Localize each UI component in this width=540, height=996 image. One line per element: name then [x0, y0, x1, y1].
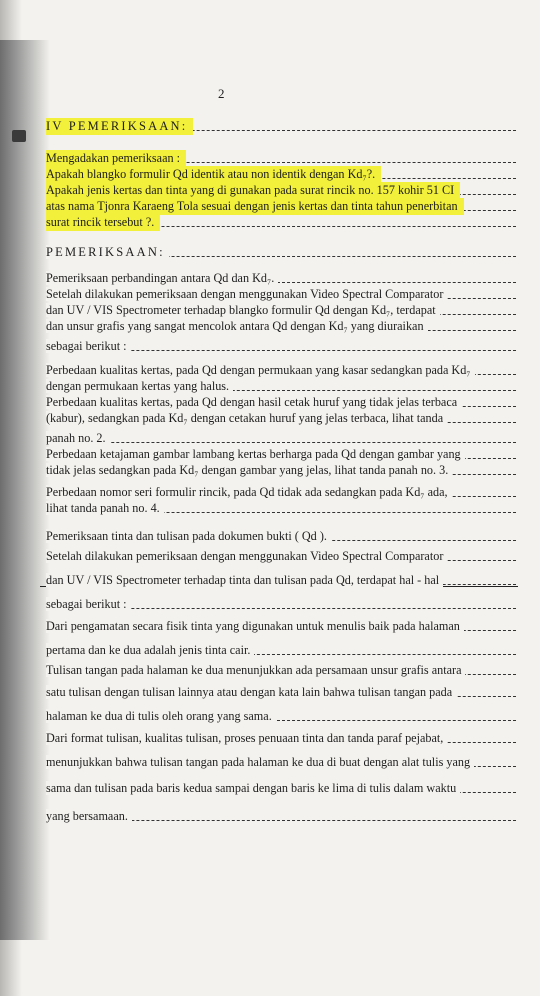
line-text: panah no. 2. — [46, 431, 110, 445]
line-text: Perbedaan kualitas kertas, pada Qd dengan hasil cetak huruf yang tidak jelas terbaca — [46, 395, 461, 409]
line-text: dengan permukaan kertas yang halus. — [46, 379, 233, 393]
binding-edge — [0, 40, 50, 940]
line-text: Dari pengamatan secara fisik tinta yang digunakan untuk menulis baik pada halaman — [46, 619, 464, 633]
text-line — [46, 708, 516, 725]
line-text: satu tulisan dengan tulisan lainnya atau dengan kata lain bahwa tulisan tangan pada — [46, 685, 456, 699]
line-text: Pemeriksaan tinta dan tulisan pada dokumen bukti ( Qd ). — [46, 529, 331, 543]
binding-mark — [12, 130, 26, 142]
text-line — [46, 642, 516, 659]
line-text: dan UV / VIS Spectrometer terhadap blangko formulir Qd dengan Kd₇, terdapat — [46, 303, 440, 317]
text-line — [46, 730, 516, 747]
line-text: yang bersamaan. — [46, 809, 132, 823]
text-line — [46, 618, 516, 635]
line-text: sama dan tulisan pada baris kedua sampai dengan baris ke lima di tulis dalam waktu — [46, 781, 460, 795]
line-text: Perbedaan ketajaman gambar lambang kertas berharga pada Qd dengan gambar yang — [46, 447, 465, 461]
line-text: PEMERIKSAAN: — [46, 245, 169, 259]
text-line — [46, 302, 516, 319]
line-text: Pemeriksaan perbandingan antara Qd dan Kd₇. — [46, 271, 278, 285]
line-text: (kabur), sedangkan pada Kd₇ dengan cetakan huruf yang jelas terbaca, lihat tanda — [46, 411, 447, 425]
text-line — [46, 318, 516, 335]
text-line — [46, 548, 516, 565]
text-line — [46, 150, 516, 167]
text-line — [46, 362, 516, 379]
text-line — [46, 684, 516, 701]
text-line — [46, 596, 516, 613]
line-text: lihat tanda panah no. 4. — [46, 501, 164, 515]
text-line — [46, 808, 516, 825]
line-text: Perbedaan nomor seri formulir rincik, pada Qd tidak ada sedangkan pada Kd₇ ada, — [46, 485, 452, 499]
text-line — [46, 662, 516, 679]
page-number: 2 — [218, 86, 225, 101]
line-text: pertama dan ke dua adalah jenis tinta cair. — [46, 643, 254, 657]
line-text: sebagai berikut : — [46, 597, 131, 611]
text-line — [46, 378, 516, 395]
line-text: Mengadakan pemeriksaan : — [46, 151, 184, 165]
text-line — [46, 182, 516, 199]
line-text: Setelah dilakukan pemeriksaan dengan menggunakan Video Spectral Comparator — [46, 549, 447, 563]
line-text: Apakah jenis kertas dan tinta yang di gunakan pada surat rincik no. 157 kohir 51 CI — [46, 183, 458, 197]
line-text: Tulisan tangan pada halaman ke dua menunjukkan ada persamaan unsur grafis antara — [46, 663, 465, 677]
text-line — [46, 270, 516, 287]
line-text: sebagai berikut : — [46, 339, 131, 353]
text-line — [46, 394, 516, 411]
line-text: tidak jelas sedangkan pada Kd₇ dengan gambar yang jelas, lihat tanda panah no. 3. — [46, 463, 452, 477]
line-text: surat rincik tersebut ?. — [46, 215, 158, 229]
text-line — [46, 462, 516, 479]
text-line — [46, 286, 516, 303]
line-text: IV PEMERIKSAAN: — [46, 119, 191, 133]
text-line — [46, 410, 516, 427]
section-heading — [46, 118, 516, 135]
line-text: dan UV / VIS Spectrometer terhadap tinta dan tulisan pada Qd, terdapat hal - hal — [46, 573, 443, 587]
text-line — [46, 528, 516, 545]
line-text: halaman ke dua di tulis oleh orang yang sama. — [46, 709, 276, 723]
text-line — [46, 214, 516, 231]
text-line — [46, 754, 516, 771]
text-line — [46, 430, 516, 447]
text-line — [46, 166, 516, 183]
text-line — [46, 780, 516, 797]
section-heading — [46, 244, 516, 261]
line-text: Perbedaan kualitas kertas, pada Qd dengan permukaan yang kasar sedangkan pada Kd₇ — [46, 363, 475, 377]
text-line — [46, 500, 516, 517]
line-text: Apakah blangko formulir Qd identik atau non identik dengan Kd₇?. — [46, 167, 379, 181]
line-text: atas nama Tjonra Karaeng Tola sesuai dengan jenis kertas dan tinta tahun penerbitan — [46, 199, 462, 213]
text-line — [46, 446, 516, 463]
line-text: Setelah dilakukan pemeriksaan dengan menggunakan Video Spectral Comparator — [46, 287, 447, 301]
line-text: menunjukkan bahwa tulisan tangan pada halaman ke dua di buat dengan alat tulis yang — [46, 755, 474, 769]
text-line — [46, 338, 516, 355]
text-line — [46, 198, 516, 215]
line-text: Dari format tulisan, kualitas tulisan, proses penuaan tinta dan tanda paraf pejabat, — [46, 731, 447, 745]
text-line — [46, 484, 516, 501]
line-text: dan unsur grafis yang sangat mencolok antara Qd dengan Kd₇ yang diuraikan — [46, 319, 428, 333]
